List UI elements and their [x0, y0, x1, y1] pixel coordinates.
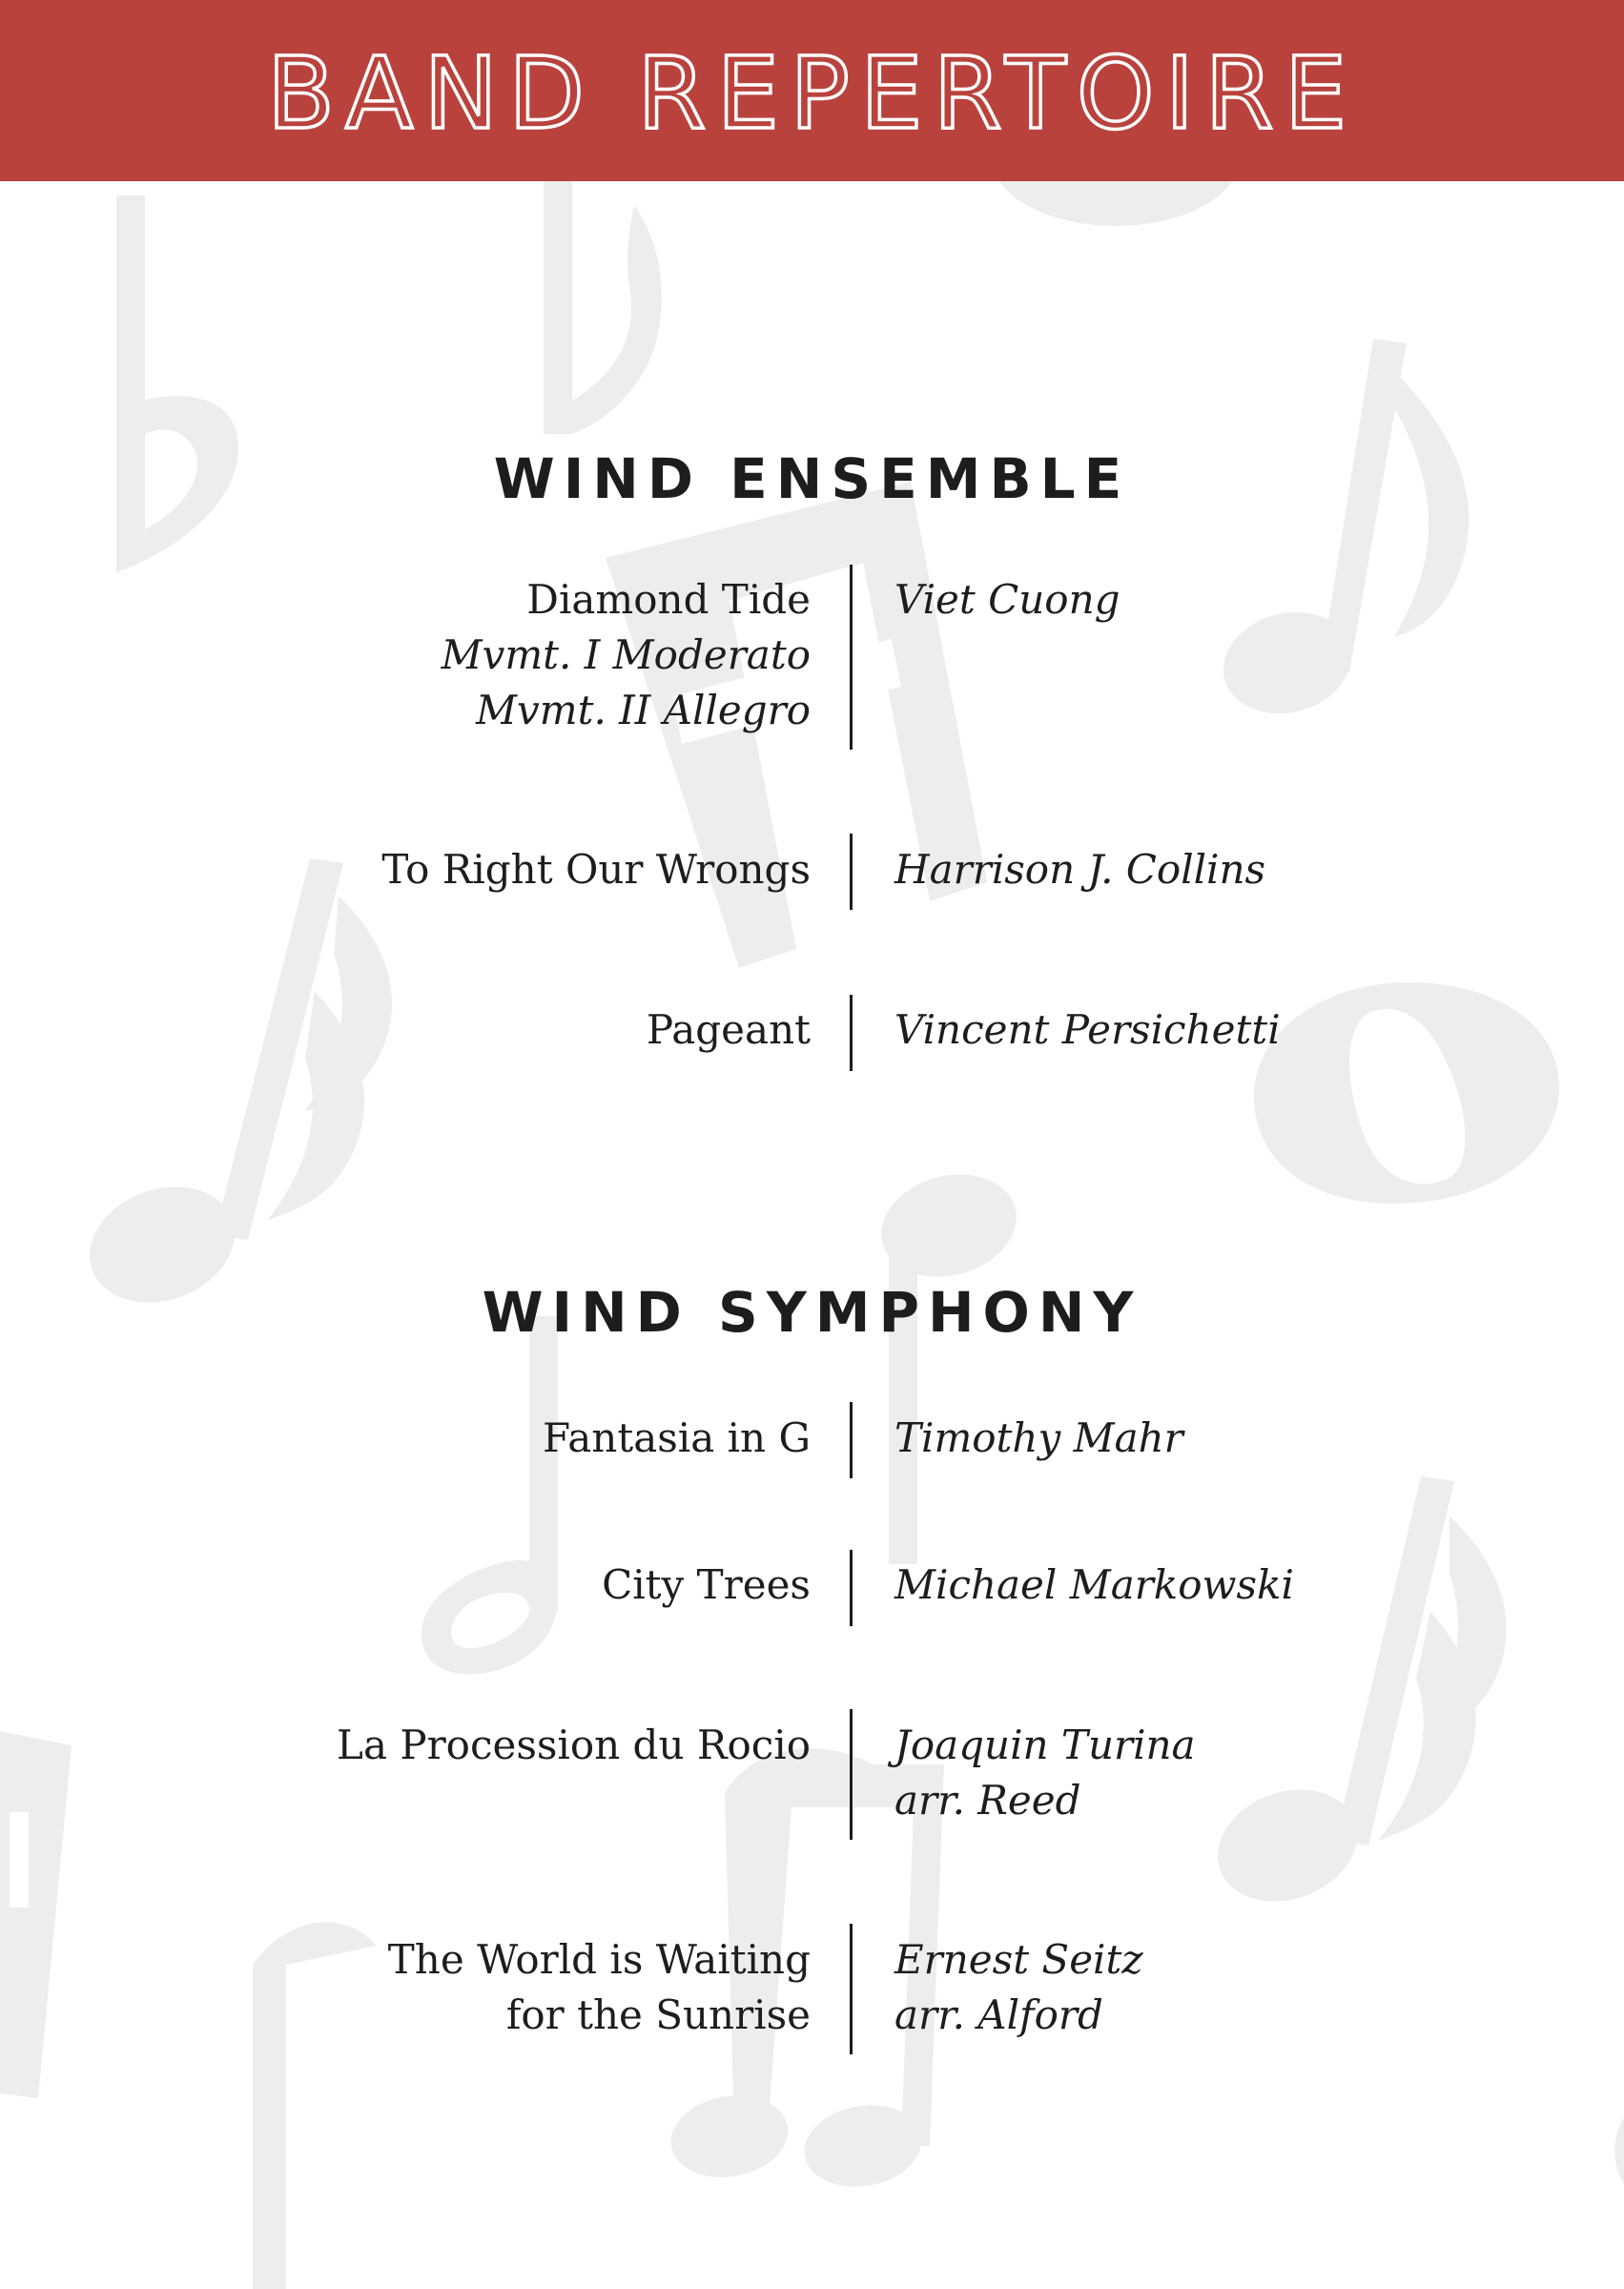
- piece-title: La Procession du Rocio: [337, 1722, 811, 1768]
- composer-info: [894, 1002, 1281, 1058]
- whole-note-icon: [1254, 982, 1559, 1204]
- half-note-icon: [421, 1316, 558, 1674]
- piece-info: [381, 842, 811, 897]
- arranger: arr. Reed: [894, 1777, 1081, 1824]
- piece-info: [442, 572, 811, 738]
- piece-info: [337, 1718, 811, 1773]
- divider: [850, 834, 853, 910]
- piece-info: [602, 1557, 811, 1613]
- eighth-note-icon: [1212, 339, 1469, 728]
- partial-note-icon: [1614, 2117, 1624, 2184]
- divider: [850, 1924, 853, 2054]
- movement: Mvmt. II Allegro: [476, 687, 811, 733]
- sixteenth-note-icon: [1202, 1476, 1506, 1920]
- piece-title: Fantasia in G: [542, 1414, 811, 1461]
- piece-title: City Trees: [602, 1561, 811, 1608]
- composer-info: [894, 1718, 1196, 1828]
- composer: Vincent Persichetti: [894, 1006, 1281, 1053]
- section-title-wind-symphony: WIND SYMPHONY: [482, 1280, 1142, 1345]
- composer-info: [894, 1557, 1294, 1613]
- page-title: BAND REPERTOIRE: [266, 35, 1358, 152]
- divider: [850, 995, 853, 1071]
- composer-info: [894, 572, 1120, 628]
- piece-info: [388, 1932, 811, 2043]
- section-title-wind-ensemble: WIND ENSEMBLE: [493, 446, 1131, 511]
- composer: Timothy Mahr: [894, 1414, 1183, 1461]
- divider: [850, 1550, 853, 1626]
- piece-title: The World is Waiting: [387, 1936, 811, 1983]
- divider: [850, 565, 853, 750]
- arranger: arr. Alford: [894, 1991, 1103, 2038]
- piece-info: [543, 1411, 811, 1466]
- piece-title: Diamond Tide: [526, 576, 811, 623]
- flat-sign-icon: [0, 1731, 72, 2098]
- piece-title: Pageant: [646, 1006, 811, 1053]
- composer: Harrison J. Collins: [894, 846, 1266, 893]
- piece-info: [647, 1002, 811, 1058]
- eighth-note-icon: [544, 181, 662, 434]
- sixteenth-note-icon: [73, 858, 392, 1322]
- movement: Mvmt. I Moderato: [441, 631, 811, 678]
- flat-sign-icon: [116, 196, 238, 572]
- composer-info: [894, 1411, 1183, 1466]
- composer: Joaquin Turina: [894, 1722, 1196, 1768]
- divider: [850, 1709, 853, 1840]
- piece-title: To Right Our Wrongs: [381, 846, 811, 893]
- quarter-note-icon: [870, 1160, 1028, 1564]
- composer-info: [894, 1932, 1143, 2043]
- divider: [850, 1402, 853, 1478]
- composer: Ernest Seitz: [894, 1936, 1143, 1983]
- piece-title: for the Sunrise: [505, 1991, 811, 2038]
- composer: Viet Cuong: [894, 576, 1120, 623]
- composer-info: [894, 842, 1265, 897]
- quarter-note-icon: [253, 1922, 377, 2289]
- composer: Michael Markowski: [894, 1561, 1294, 1608]
- header-banner: [0, 0, 1624, 181]
